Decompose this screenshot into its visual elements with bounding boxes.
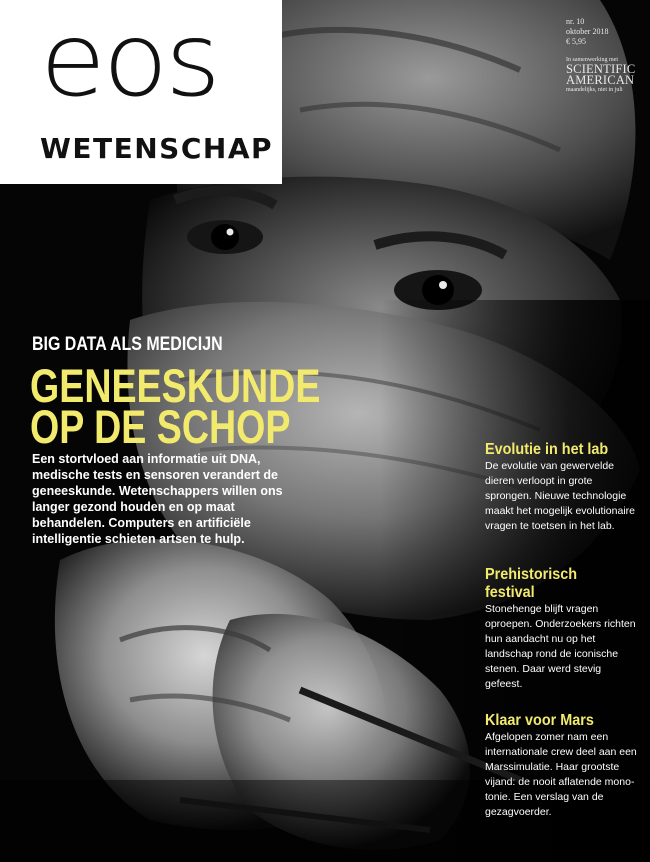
magazine-subtitle: WETENSCHAP [40,132,274,165]
issue-date: oktober 2018 [566,27,609,36]
teaser-text: Stonehenge blijft vragen oproepen. Onderzoekers richten hun aandacht nu op het landschap rond de iconische stenen. Daar werd stevig gefeest. [485,603,636,690]
partner-frequency: maandelijks, niet in juli [566,87,623,93]
issue-price: € 5,95 [566,37,586,46]
partner-name-line1: SCIENTIFIC [566,62,636,76]
cover-story-kicker: BIG DATA ALS MEDICIJN [32,334,223,355]
teaser-evolutie [485,441,645,534]
teaser-title-line1: Prehistorisch [485,566,578,583]
partner-name-line2: AMERICAN [566,73,635,87]
partner-logo [566,64,635,86]
teaser-text: Afgelopen zomer nam een internationale crew deel aan een Marssimulatie. Haar grootste vijand: de nooit aflatende mono-tonie. Een verslag van de gezagvoerder. [485,731,637,818]
teaser-mars [485,712,645,820]
masthead [0,0,282,184]
teaser-title-line2: festival [485,584,535,601]
cover-story-lead: Een stortvloed aan informatie uit DNA, medische tests en sensoren verandert de geneeskunde. Wetenschappers willen ons langer gezond houden en op maat behandelen. Computers en artificiële intelligentie schieten artsen te hulp. [32,452,283,546]
cover-story-headline-line2: OP DE SCHOP [30,400,291,453]
teaser-title: Klaar voor Mars [485,712,594,729]
issue-number: nr. 10 [566,17,585,26]
teaser-text: De evolutie van gewervelde dieren verloopt in grote sprongen. Nieuwe technologie maakt het mogelijk evolutionaire vragen te toetsen in het lab. [485,460,635,532]
teaser-title: Evolutie in het lab [485,441,609,458]
teaser-prehistorisch [485,566,645,692]
partner-credit [566,57,635,94]
cover-story-headline-line1: GENEESKUNDE [30,359,321,412]
magazine-logo: eos [40,1,218,120]
issue-info [566,17,608,47]
partner-note: In samenwerking met [566,57,618,63]
